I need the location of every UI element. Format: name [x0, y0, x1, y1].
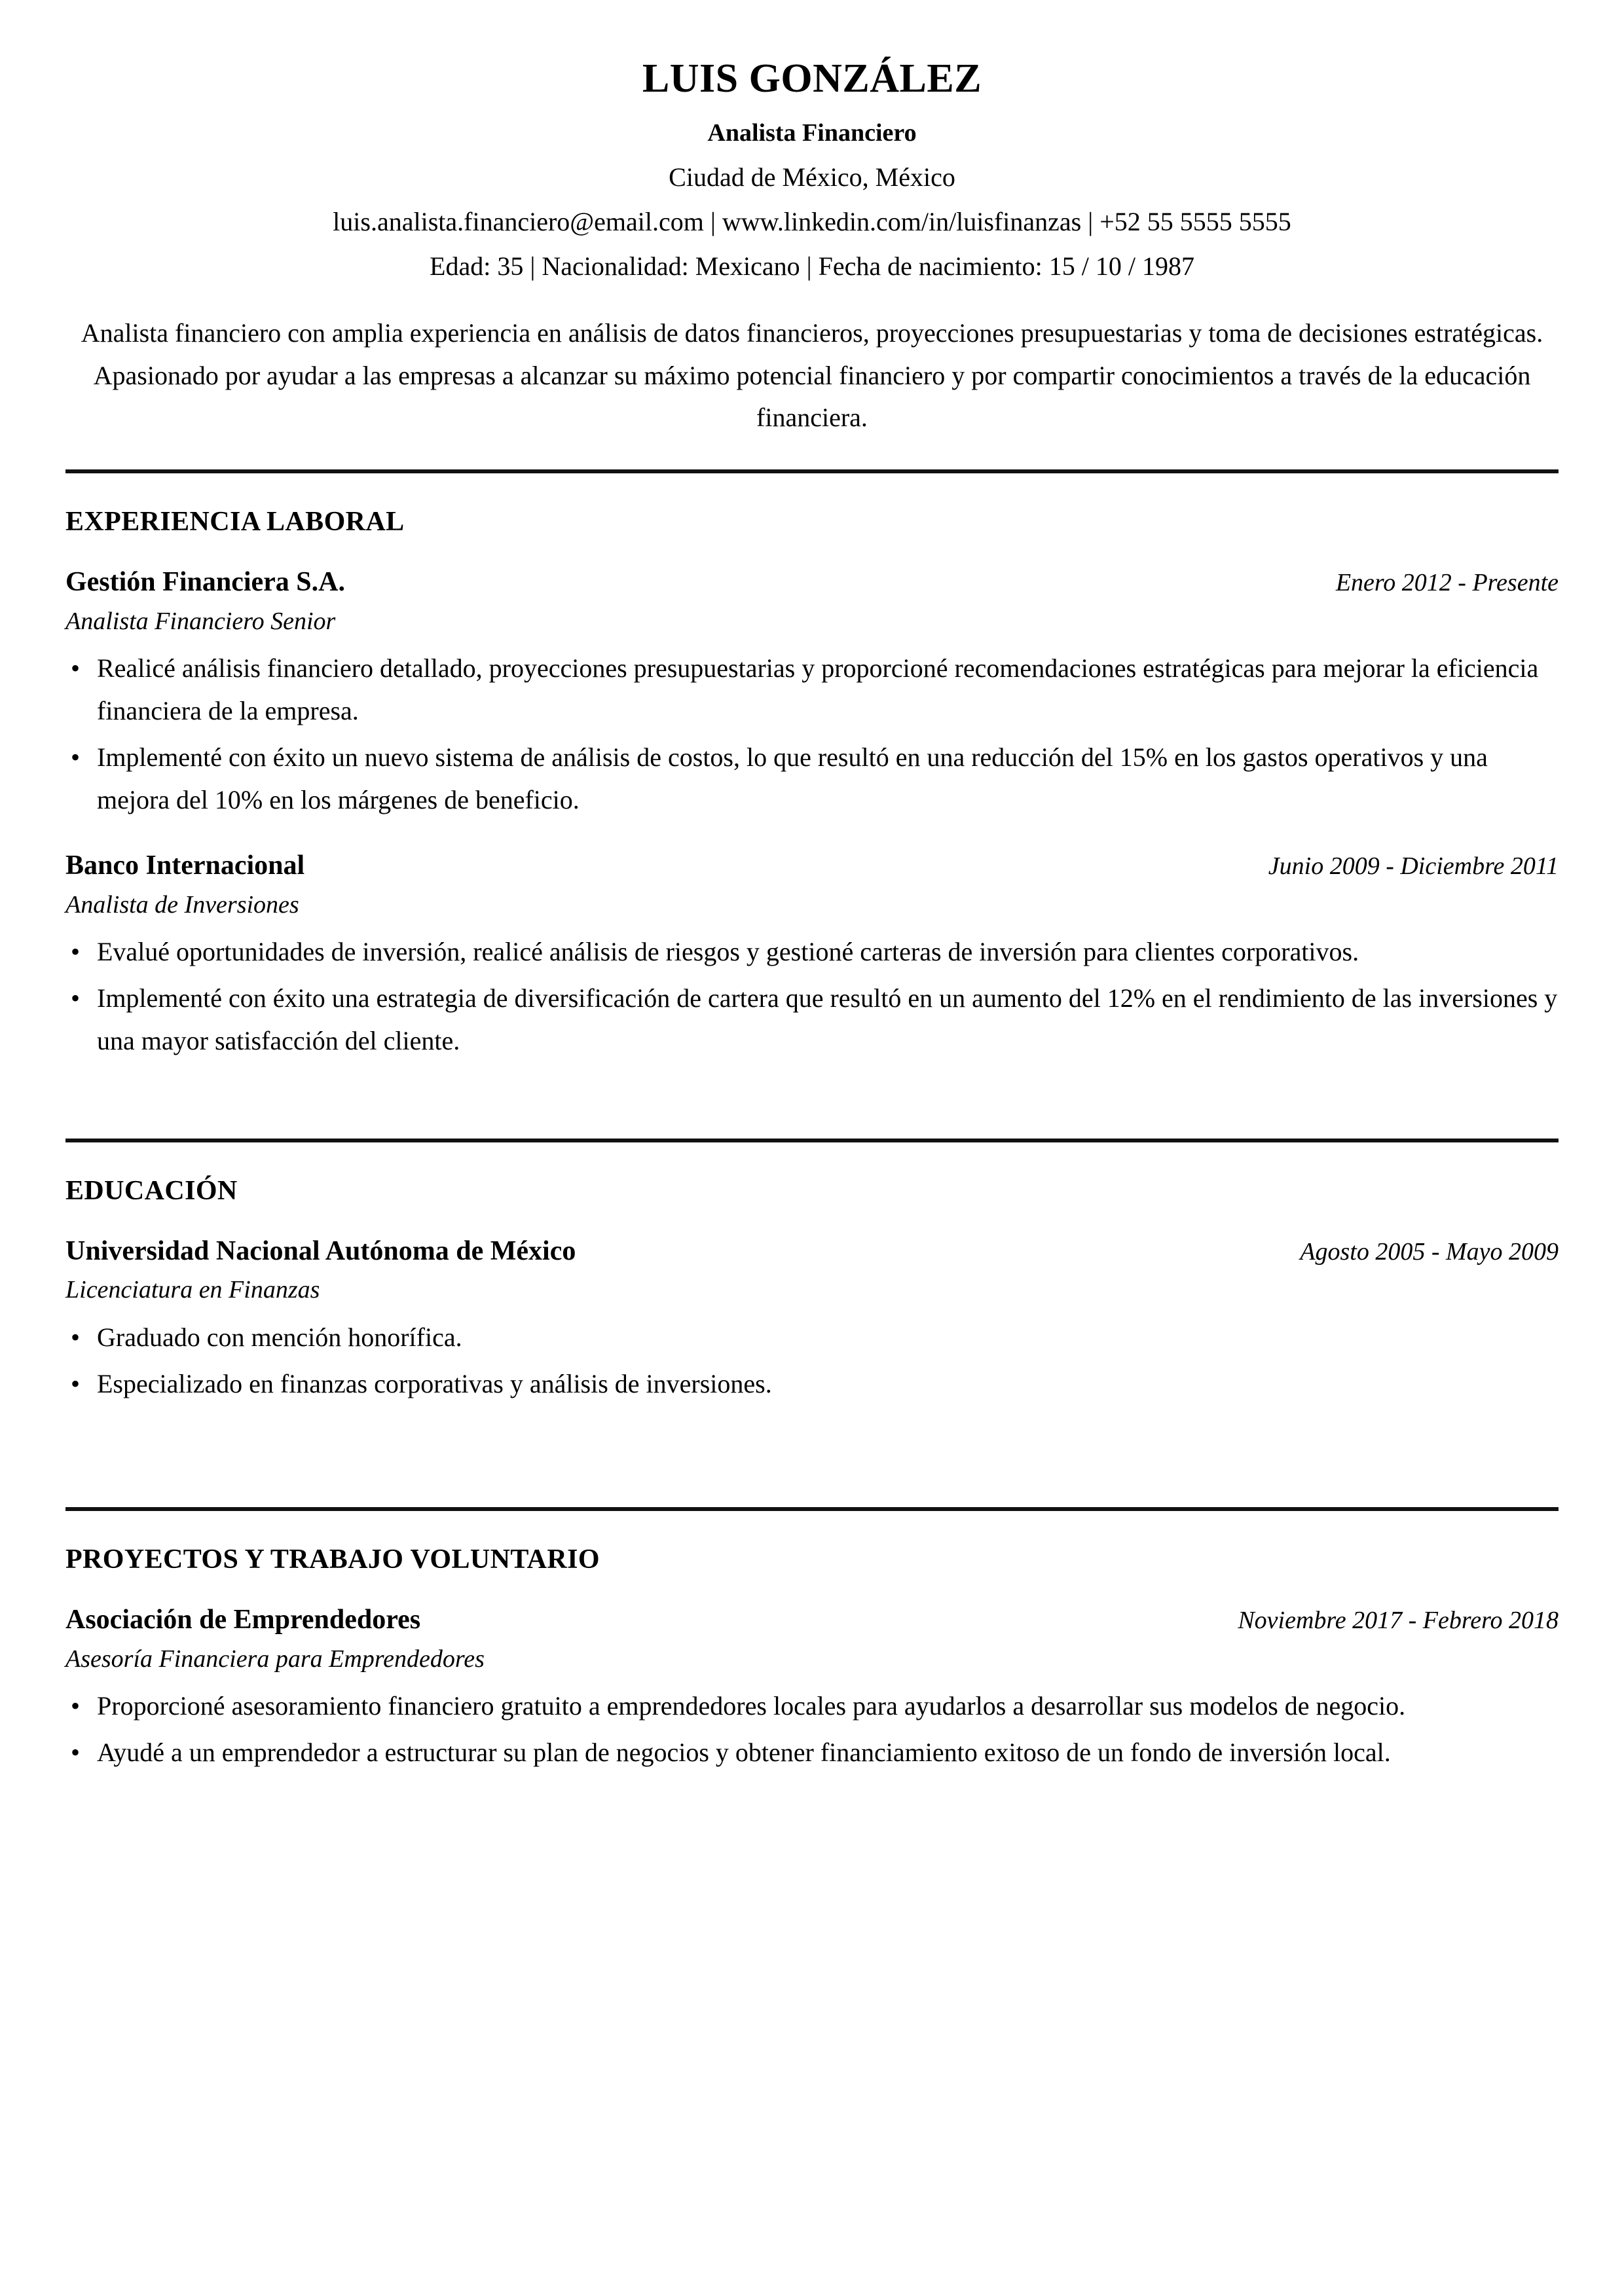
entry-header: [65, 850, 1559, 881]
list-item: • Graduado con mención honorífica.: [65, 1317, 1559, 1359]
employer-name: Banco Internacional: [65, 850, 305, 881]
section-title-projects: PROYECTOS Y TRABAJO VOLUNTARIO: [65, 1544, 600, 1575]
project-dates: Noviembre 2017 - Febrero 2018: [1238, 1607, 1559, 1635]
header-job-title: Analista Financiero: [707, 119, 917, 147]
header-location: Ciudad de México, México: [669, 162, 955, 192]
employer-name: Gestión Financiera S.A.: [65, 567, 345, 598]
organization-name: Asociación de Emprendedores: [65, 1605, 421, 1635]
experience-entry: [65, 566, 1559, 821]
section-divider-projects: [65, 1507, 1559, 1511]
job-role: Analista Financiero Senior: [65, 607, 336, 635]
list-item: • Proporcioné asesoramiento financiero gratuito a emprendedores locales para ayudarlos a desarrollar sus modelos de negocio.: [65, 1685, 1559, 1728]
list-item: • Evalué oportunidades de inversión, realicé análisis de riesgos y gestioné carteras de inversión para clientes corporativos.: [65, 931, 1559, 974]
header-personal-line: Edad: 35 | Nacionalidad: Mexicano | Fecha de nacimiento: 15 / 10 / 1987: [430, 251, 1194, 281]
project-role: Asesoría Financiera para Emprendedores: [65, 1645, 485, 1673]
entry-header: [65, 1235, 1559, 1267]
project-entry: [65, 1604, 1559, 1774]
section-education: [65, 1175, 1559, 1406]
list-item: • Implementé con éxito una estrategia de diversificación de cartera que resultó en un aumento del 12% en el rendimiento de las inversiones y una mayor satisfacción del cliente.: [65, 977, 1559, 1063]
employment-dates: Junio 2009 - Diciembre 2011: [1268, 852, 1559, 881]
header-contact-line: luis.analista.financiero@email.com | www.linkedin.com/in/luisfinanzas | +52 55 5555 5555: [333, 206, 1291, 236]
project-detail-list: [65, 1685, 1559, 1774]
section-divider-experience: [65, 469, 1559, 473]
education-entry: [65, 1235, 1559, 1406]
list-item: • Especializado en finanzas corporativas y análisis de inversiones.: [65, 1363, 1559, 1406]
section-title-education: EDUCACIÓN: [65, 1175, 238, 1206]
job-role: Analista de Inversiones: [65, 890, 299, 919]
education-dates: Agosto 2005 - Mayo 2009: [1300, 1237, 1559, 1266]
list-item: • Implementé con éxito un nuevo sistema de análisis de costos, lo que resultó en una reducción del 15% en los gastos operativos y una mejora del 10% en los márgenes de beneficio.: [65, 737, 1559, 822]
section-divider-education: [65, 1139, 1559, 1142]
employment-dates: Enero 2012 - Presente: [1335, 569, 1559, 597]
section-experience: [65, 506, 1559, 1063]
spacer: [65, 1063, 1559, 1108]
entry-header: [65, 1604, 1559, 1635]
degree-name: Licenciatura en Finanzas: [65, 1276, 320, 1304]
experience-entry: [65, 850, 1559, 1062]
entry-header: [65, 566, 1559, 598]
section-title-experience: EXPERIENCIA LABORAL: [65, 507, 405, 538]
page-title: LUIS GONZÁLEZ: [642, 56, 982, 101]
education-detail-list: [65, 1317, 1559, 1406]
list-item: • Realicé análisis financiero detallado, proyecciones presupuestarias y proporcioné recomendaciones estratégicas para mejorar la eficiencia financiera de la empresa.: [65, 647, 1559, 733]
professional-summary: Analista financiero con amplia experiencia en análisis de datos financieros, proyecciones presupuestarias y toma de decisiones estratégicas. Apasionado por ayudar a las empresas a alcanzar su máximo potencial financiero y por compartir conocimientos a través de la educación financiera.: [81, 318, 1543, 433]
section-projects: [65, 1544, 1559, 1774]
spacer: [65, 1405, 1559, 1477]
list-item: • Ayudé a un emprendedor a estructurar su plan de negocios y obtener financiamiento exitoso de un fondo de inversión local.: [65, 1732, 1559, 1774]
responsibility-list: [65, 931, 1559, 1062]
responsibility-list: [65, 647, 1559, 821]
resume-header: [65, 58, 1559, 281]
institution-name: Universidad Nacional Autónoma de México: [65, 1235, 576, 1266]
